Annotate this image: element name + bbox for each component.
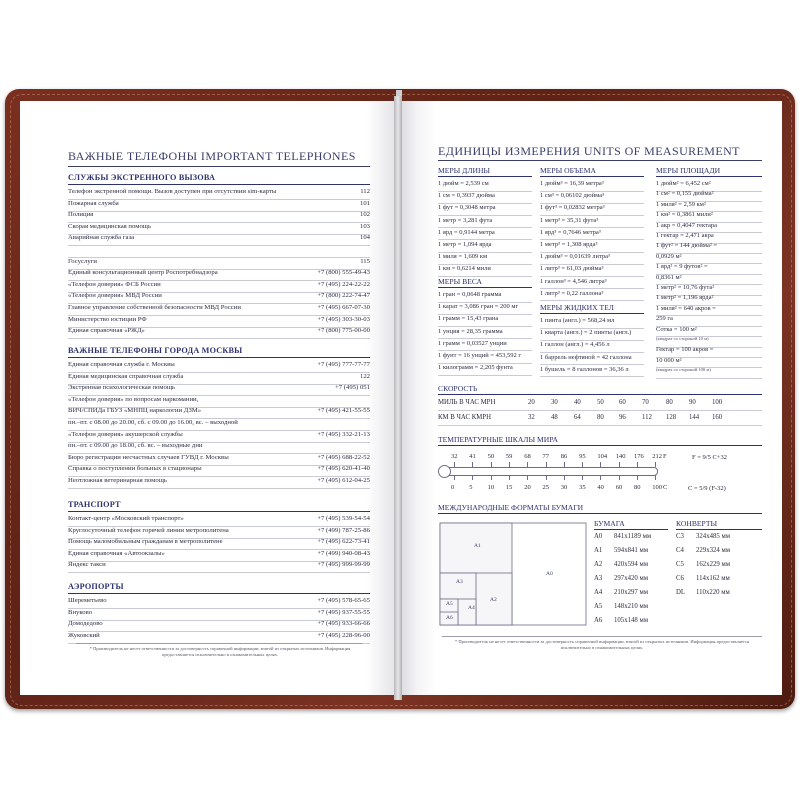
section-heading: ТРАНСПОРТ: [68, 500, 121, 509]
phone-number: 101: [359, 199, 370, 207]
fahrenheit-value: 68: [524, 453, 531, 460]
celsius-value: 15: [505, 484, 513, 491]
tick-mark: [564, 475, 565, 480]
celsius-value: 5: [469, 484, 473, 491]
phone-row: [68, 538, 370, 550]
phone-row: [68, 477, 370, 489]
service-name: Аварийная служба газа: [68, 234, 135, 242]
phone-number: +7 (495) 612-04-25: [317, 477, 370, 484]
phone-number: +7 (495) 622-73-41: [317, 538, 370, 546]
envelope-name: C4: [676, 547, 684, 554]
phone-number: +7 (495) 578-65-65: [317, 597, 370, 604]
service-name: Министерство юстиции РФ: [68, 315, 147, 323]
volume-rule: [540, 176, 644, 177]
right-footnote-rule: [442, 636, 762, 637]
tick-mark: [619, 462, 620, 467]
phone-row: [68, 442, 370, 454]
unit-row: 1 дюйм³ = 0,01639 литра³: [540, 253, 644, 265]
phone-row: [68, 373, 370, 385]
phone-row: [68, 234, 370, 246]
paper-format-label: A2: [490, 597, 497, 603]
tick-mark: [600, 462, 601, 467]
left-title-rule: [68, 166, 370, 167]
tick-mark: [546, 462, 547, 467]
phone-number: +7 (495) 999-99-99: [317, 561, 370, 569]
envelope-name: C6: [676, 575, 684, 582]
service-name: «Телефон доверия» по вопросам наркомании,: [68, 395, 199, 403]
paper-format-size: 420x594 мм: [614, 561, 649, 568]
service-name: Телефон экстренной помощи. Вызов доступен при отсутствии sim-карты: [68, 188, 277, 195]
phone-row: [68, 223, 370, 235]
kmh-label: КМ В ЧАС КМРН: [438, 414, 491, 421]
phone-number: 104: [359, 234, 370, 242]
kmh-value: 32: [528, 414, 535, 421]
unit-row: 1 метр³ = 1,308 ярда³: [540, 241, 644, 253]
unit-row: 1 гран = 0,0648 грамма: [438, 291, 532, 303]
unit-row: 1 грамм = 15,43 грана: [438, 315, 532, 327]
phone-number: +7 (800) 222-74-47: [317, 292, 370, 300]
unit-row: 1 миля² = 2,59 км²: [656, 201, 762, 213]
celsius-value: 20: [524, 484, 531, 491]
unit-row: 1 см = 0,3937 дюйма: [438, 192, 532, 204]
unit-row: 1 метр = 1,094 ярда: [438, 241, 532, 253]
tick-mark: [491, 475, 492, 480]
phone-row: [68, 407, 370, 419]
kmh-value: 112: [642, 414, 652, 421]
celsius-value: 40: [597, 484, 604, 491]
phone-number: +7 (495) 228-96-00: [317, 631, 370, 639]
envelopes-rule: [676, 529, 762, 530]
unit-row: 1 метр² = 1,196 ярда²: [656, 294, 762, 306]
right-title-rule: [438, 160, 762, 161]
phone-row: [68, 246, 370, 258]
envelope-name: C3: [676, 533, 684, 540]
fahrenheit-value: 212: [652, 453, 663, 460]
service-name: Внуково: [68, 608, 93, 616]
unit-row: 1 акр = 0,4047 гектара: [656, 222, 762, 234]
paper-format-size: 841x1189 мм: [614, 533, 652, 540]
phone-number: 122: [359, 372, 370, 380]
celsius-value: 80: [634, 484, 641, 491]
service-name: Пожарная служба: [68, 199, 119, 207]
mph-label: МИЛЬ В ЧАС MPH: [438, 399, 496, 406]
celsius-value: 35: [579, 484, 586, 491]
phone-row: [68, 465, 370, 477]
left-page: [20, 101, 396, 695]
left-footnote: * Производитель не несет ответственности за достоверность справочной информации, взятой из открытых источников. Информация предоставляется исключительно в ознакомительных целях.: [89, 646, 351, 657]
service-name: Жуковский: [68, 631, 100, 639]
paper-format-name: A6: [594, 617, 603, 624]
phone-number: +7 (495) 933-66-66: [317, 620, 370, 628]
phone-number: +7 (800) 555-49-43: [317, 269, 370, 277]
unit-row: 1 см³ = 0,06102 дюйма³: [540, 192, 644, 204]
envelope-size: 162x229 мм: [696, 561, 731, 568]
speed-row-rule: [438, 410, 762, 411]
phone-row: [68, 620, 370, 632]
service-name: Контакт-центр «Московский транспорт»: [68, 515, 184, 522]
service-name: Единый консультационный центр Роспотребнадзора: [68, 269, 218, 277]
fahrenheit-value: 50: [487, 453, 495, 460]
phone-number: 115: [360, 257, 370, 265]
fahrenheit-value: 176: [634, 453, 644, 460]
unit-row: 1 ярд³ = 0,7646 метра³: [540, 229, 644, 241]
unit-row: 10 000 м²: [656, 357, 762, 369]
service-name: Полиция: [68, 211, 94, 219]
unit-row: 1 фут² = 144 дюйма² =: [656, 242, 762, 254]
unit-row: 1 литр³ = 61,03 дюйма³: [540, 265, 644, 277]
unit-row: 1 ярд = 0,9144 метра: [438, 229, 532, 241]
envelope-name: C5: [676, 561, 684, 568]
section-rule: [68, 511, 370, 512]
mph-value: 50: [597, 399, 604, 406]
paper-format-size: 105x148 мм: [614, 617, 649, 624]
paper-rule: [438, 513, 762, 514]
fahrenheit-value: 77: [542, 453, 549, 460]
kmh-value: 64: [574, 414, 581, 421]
temperature-rule: [438, 445, 762, 446]
section-rule: [68, 593, 370, 594]
unit-row: 1 дюйм³ = 16,39 метра³: [540, 180, 644, 192]
volume-heading: МЕРЫ ОБЪЕМА: [540, 166, 596, 175]
unit-row: 1 миля = 1,609 км: [438, 253, 532, 265]
phone-row: [68, 258, 370, 270]
tick-mark: [546, 475, 547, 480]
mph-value: 90: [689, 399, 696, 406]
tick-mark: [655, 475, 656, 480]
service-name: Шереметьево: [68, 597, 107, 604]
service-name: Справка о поступлении больных в стационары: [68, 465, 202, 473]
formula-c: C = 5/9 (F-32): [688, 485, 726, 492]
paper-format-name: A0: [594, 533, 603, 540]
service-name: Домодедово: [68, 620, 103, 628]
area-rule: [656, 176, 762, 177]
service-name: пн.–пт. с 08.00 до 20.00, сб. с 09.00 до 16.00, вс. – выходной: [68, 419, 238, 426]
length-heading: МЕРЫ ДЛИНЫ: [438, 166, 491, 175]
service-name: Единая справочная «Автоокзалы»: [68, 549, 165, 557]
mph-value: 80: [666, 399, 673, 406]
unit-row: 1 км = 0,6214 мили: [438, 265, 532, 277]
phone-number: +7 (495) 303-30-03: [317, 315, 370, 323]
phone-row: [68, 609, 370, 621]
unit-row: 1 пинта (англ.) = 568,24 мл: [540, 317, 644, 329]
paper-format-label: A1: [474, 543, 481, 549]
right-page-title: ЕДИНИЦЫ ИЗМЕРЕНИЯ UNITS OF MEASUREMENT: [438, 144, 740, 158]
phone-number: +7 (495) 224-22-22: [317, 280, 370, 288]
kmh-value: 160: [712, 414, 723, 421]
service-name: Круглосуточный телефон горячей линии метрополитена: [68, 526, 229, 534]
mph-value: 20: [528, 399, 535, 406]
phone-number: +7 (800) 775-00-00: [317, 327, 370, 335]
phone-number: +7 (495) 421-55-55: [317, 407, 370, 415]
phone-number: +7 (495) 539-54-54: [317, 515, 370, 522]
speed-heading: СКОРОСТЬ: [438, 384, 478, 393]
mph-value: 60: [619, 399, 626, 406]
tick-mark: [582, 462, 583, 467]
phone-row: [68, 327, 370, 339]
speed-row-rule-2: [438, 425, 762, 426]
fahrenheit-value: 86: [560, 453, 568, 460]
celsius-value: 25: [542, 484, 549, 491]
unit-row: 1 метр = 3,281 фута: [438, 217, 532, 229]
unit-row: 1 грамм = 0,03527 унции: [438, 340, 532, 352]
tick-mark: [491, 462, 492, 467]
section-heading: СЛУЖБЫ ЭКСТРЕННОГО ВЫЗОВА: [68, 173, 216, 182]
phone-row: [68, 454, 370, 466]
unit-row: 1 баррель нефтяной = 42 галлона: [540, 354, 644, 366]
service-name: «Телефон доверия» МВД России: [68, 292, 162, 300]
paper-format-label: A3: [456, 579, 463, 585]
speed-rule: [438, 394, 762, 395]
service-name: Единая справочная «РЖД»: [68, 327, 145, 335]
mph-value: 30: [551, 399, 558, 406]
tick-mark: [600, 475, 601, 480]
unit-row: Гектар = 100 акров =: [656, 346, 762, 358]
unit-row: 1 дюйм = 2,539 см: [438, 180, 532, 192]
right-footnote: * Производитель не несет ответственности за достоверность справочной информации, взятой из открытых источников. Информация предоставляется исключительно в ознакомительных целях.: [454, 639, 750, 650]
phone-number: +7 (495) 667-07-30: [317, 304, 370, 311]
tick-mark: [564, 462, 565, 467]
phone-row: [68, 292, 370, 304]
service-name: Яндекс такси: [68, 561, 106, 569]
service-name: Госуслуги: [68, 257, 97, 265]
mph-value: 40: [574, 399, 581, 406]
unit-row: 0,8361 м²: [656, 274, 762, 286]
tick-mark: [509, 462, 510, 467]
unit-row: 0,0929 м²: [656, 253, 762, 265]
unit-row: 1 метр² = 10,76 фута²: [656, 284, 762, 296]
service-name: Неотложная ветеринарная помощь: [68, 477, 167, 484]
unit-row: 1 галлон³ = 4,546 литра³: [540, 278, 644, 290]
phone-row: [68, 211, 370, 223]
phone-number: +7 (495) 620-41-40: [317, 465, 370, 473]
length-rule: [438, 176, 532, 177]
tick-mark: [454, 462, 455, 467]
envelope-name: DL: [676, 589, 686, 596]
phone-row: [68, 431, 370, 443]
liquid-rule: [540, 313, 644, 314]
kmh-value: 96: [619, 414, 626, 421]
phone-row: [68, 281, 370, 293]
service-name: Помощь маломобильным гражданам в метрополитене: [68, 538, 223, 546]
phone-row: [68, 632, 370, 644]
unit-row: 1 килограмм = 2,205 фунта: [438, 364, 532, 376]
paper-format-label: A5: [446, 601, 453, 607]
unit-row: 1 фунт = 16 унций = 453,592 г: [438, 352, 532, 364]
unit-row: 1 метр³ = 35,31 фута³: [540, 217, 644, 229]
phone-number: +7 (495) 777-77-77: [317, 361, 370, 368]
weight-rule: [438, 287, 532, 288]
right-page: [398, 101, 782, 695]
envelope-size: 324x485 мм: [696, 533, 731, 540]
fahrenheit-value: 104: [597, 453, 608, 460]
unit-row: 1 бушель = 8 галлонов = 36,36 л: [540, 366, 644, 378]
service-name: Единая медицинская справочная служба: [68, 372, 184, 380]
tick-mark: [619, 475, 620, 480]
area-heading: МЕРЫ ПЛОЩАДИ: [656, 166, 721, 175]
fahrenheit-value: 95: [579, 453, 586, 460]
phone-row: [68, 200, 370, 212]
unit-row: 1 карат = 3,086 гран = 200 мг: [438, 303, 532, 315]
celsius-value: 0: [451, 484, 455, 491]
phone-row: [68, 304, 370, 316]
envelopes-heading: КОНВЕРТЫ: [676, 519, 718, 528]
phone-row: [68, 527, 370, 539]
service-name: Бюро регистрации несчастных случаев ГУВД г. Москвы: [68, 453, 229, 461]
phone-number: +7 (495) 688-22-52: [317, 453, 370, 461]
fahrenheit-value: 59: [505, 453, 513, 460]
paper-heading: МЕЖДУНАРОДНЫЕ ФОРМАТЫ БУМАГИ: [438, 503, 584, 512]
tick-mark: [527, 462, 528, 467]
kmh-value: 144: [689, 414, 700, 421]
tick-mark: [637, 475, 638, 480]
unit-row: 1 фут³ = 0,02832 метра³: [540, 204, 644, 216]
celsius-value: 30: [560, 484, 568, 491]
phone-row: [68, 419, 370, 431]
mph-value: 70: [642, 399, 649, 406]
unit-row: 1 унция = 28,35 грамма: [438, 328, 532, 340]
tick-mark: [637, 462, 638, 467]
phone-row: [68, 597, 370, 609]
envelope-size: 114x162 мм: [696, 575, 730, 582]
unit-row: 1 км² = 0,3861 мили²: [656, 211, 762, 223]
unit-row: 1 миля² = 640 акров =: [656, 305, 762, 317]
phone-number: 112: [360, 188, 370, 195]
paper-sizes-heading: БУМАГА: [594, 519, 625, 528]
phone-row: [68, 384, 370, 396]
service-name: пн.–пт. с 09.00 до 18.00, сб. вс. – выходные дни: [68, 442, 203, 450]
unit-row: (квадрат со стороной 10 м): [656, 336, 762, 348]
phone-number: 102: [359, 211, 370, 219]
paper-format-label: A0: [546, 571, 553, 577]
tick-mark: [509, 475, 510, 480]
fahrenheit-value: 41: [469, 453, 476, 460]
celsius-value: 60: [615, 484, 623, 491]
phone-row: [68, 269, 370, 281]
service-name: «Телефон доверия» ФСБ России: [68, 280, 161, 288]
phone-row: [68, 561, 370, 573]
envelope-size: 110x220 мм: [696, 589, 730, 596]
phone-row: [68, 550, 370, 562]
phone-row: [68, 361, 370, 373]
paper-format-size: 210x297 мм: [614, 589, 649, 596]
paper-format-size: 297x420 мм: [614, 575, 649, 582]
celsius-value: 10: [487, 484, 495, 491]
service-name: Единая справочная служба г. Москвы: [68, 361, 175, 368]
celsius-value: 100: [652, 484, 663, 491]
service-name: «Телефон доверия» акушерской службы: [68, 430, 183, 438]
paper-format-size: 594x841 мм: [614, 547, 649, 554]
paper-format-label: A6: [446, 615, 453, 621]
section-heading: АЭРОПОРТЫ: [68, 582, 124, 591]
section-rule: [68, 357, 370, 358]
fahrenheit-value: 32: [451, 453, 458, 460]
unit-row: 259 га: [656, 315, 762, 327]
service-name: Главное управление собственной безопасности МВД России: [68, 304, 241, 311]
unit-row: 1 фут = 0,3048 метра: [438, 204, 532, 216]
tick-mark: [454, 475, 455, 480]
tick-mark: [472, 462, 473, 467]
tick-mark: [582, 475, 583, 480]
footnote-rule: [76, 643, 362, 644]
book-gutter: [394, 96, 402, 700]
phone-number: +7 (495) 937-55-55: [317, 608, 370, 616]
phone-number: +7 (495) 332-21-13: [317, 430, 370, 438]
unit-row: 1 дюйм² = 6,452 см²: [656, 180, 762, 192]
paper-format-size: 148x210 мм: [614, 603, 649, 610]
service-name: ВИЧ/СПИДа ГБУЗ «МНПЦ наркологии ДЗМ»: [68, 407, 202, 415]
section-heading: ВАЖНЫЕ ТЕЛЕФОНЫ ГОРОДА МОСКВЫ: [68, 346, 243, 355]
paper-format-name: A2: [594, 561, 603, 568]
thermometer-bulb: [438, 465, 451, 478]
thermometer-bar: [442, 467, 658, 476]
weight-heading: МЕРЫ ВЕСА: [438, 277, 483, 286]
unit-row: 1 ярд² = 9 футов² =: [656, 263, 762, 275]
phone-number: +7 (499) 940-08-43: [317, 549, 370, 557]
fahrenheit-value: 140: [615, 453, 626, 460]
unit-row: 1 кварта (англ.) = 2 пинты (англ.): [540, 329, 644, 341]
left-page-title: ВАЖНЫЕ ТЕЛЕФОНЫ IMPORTANT TELEPHONES: [68, 149, 356, 163]
unit-row: 1 гектар = 2,471 акра: [656, 232, 762, 244]
mph-value: 100: [712, 399, 723, 406]
phone-number: 103: [359, 222, 370, 230]
phone-row: [68, 188, 370, 200]
tick-mark: [527, 475, 528, 480]
phone-row: [68, 515, 370, 527]
phone-number: +7 (495) 051: [335, 384, 370, 392]
unit-row: (квадрат со стороной 100 м): [656, 367, 762, 379]
envelope-size: 229x324 мм: [696, 547, 731, 554]
paper-format-name: A4: [594, 589, 603, 596]
paper-format-label: A4: [468, 605, 475, 611]
phone-number: +7 (499) 787-25-86: [317, 526, 370, 534]
fahrenheit-unit: F: [663, 453, 667, 460]
kmh-value: 128: [666, 414, 677, 421]
liquid-heading: МЕРЫ ЖИДКИХ ТЕЛ: [540, 303, 614, 312]
paper-format-name: A5: [594, 603, 603, 610]
unit-row: 1 литр³ = 0,22 галлона³: [540, 290, 644, 302]
kmh-value: 48: [551, 414, 558, 421]
service-name: Скорая медицинская помощь: [68, 222, 152, 230]
kmh-value: 80: [597, 414, 604, 421]
paper-format-diagram: [438, 519, 590, 627]
celsius-unit: C: [663, 484, 668, 491]
unit-row: 1 галлон (англ.) = 4,456 л: [540, 341, 644, 353]
paper-format-name: A3: [594, 575, 603, 582]
tick-mark: [472, 475, 473, 480]
phone-row: [68, 316, 370, 328]
paper-sizes-rule: [594, 529, 668, 530]
temperature-heading: ТЕМПЕРАТУРНЫЕ ШКАЛЫ МИРА: [438, 435, 558, 444]
unit-row: 1 см² = 0,155 дюйма²: [656, 190, 762, 202]
tick-mark: [655, 462, 656, 467]
paper-format-name: A1: [594, 547, 603, 554]
section-rule: [68, 184, 370, 185]
service-name: Экстренная психологическая помощь: [68, 384, 176, 392]
phone-row: [68, 396, 370, 408]
unit-row: Сотка = 100 м²: [656, 326, 762, 338]
formula-f: F = 9/5 C+32: [692, 454, 727, 461]
